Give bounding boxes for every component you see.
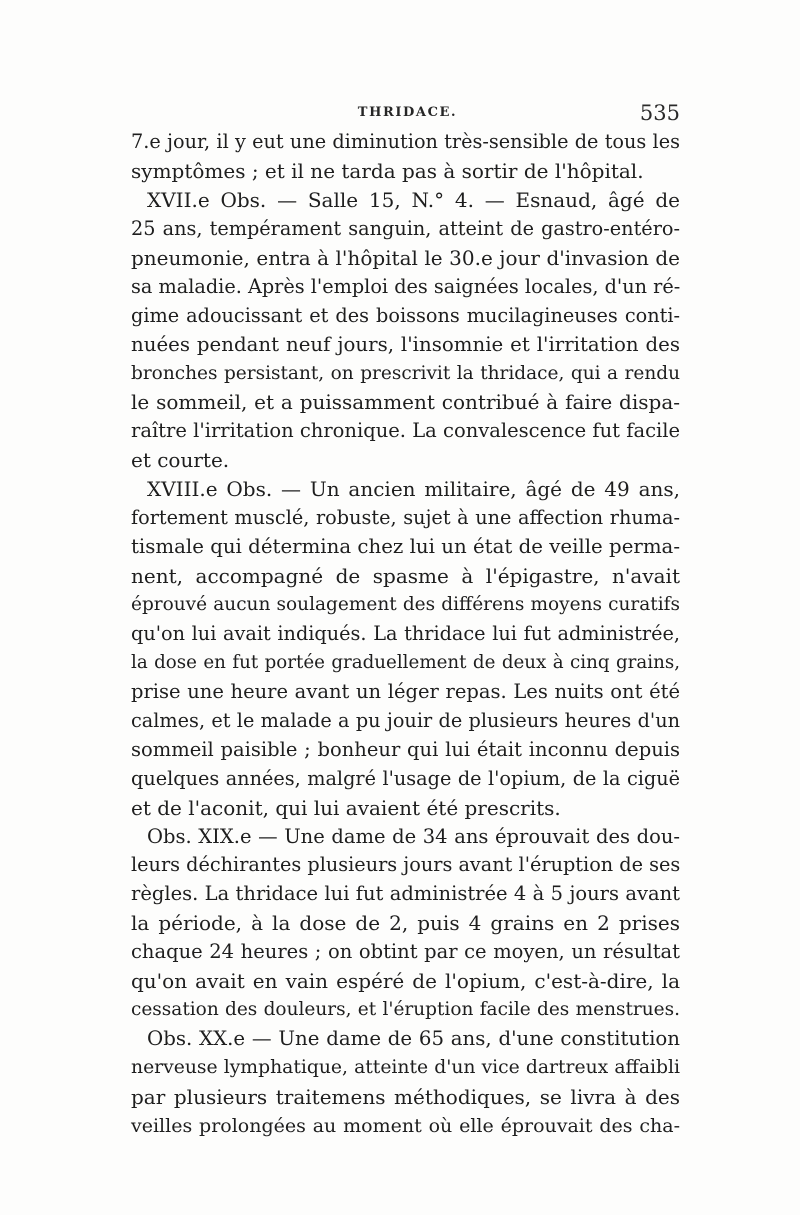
body-text: [131, 128, 680, 1141]
text-line: prise une heure avant un léger repas. Les nuits ont été: [131, 679, 680, 703]
text-line: tismale qui détermina chez lui un état de veille perma-: [131, 535, 680, 559]
text-line: qu'on lui avait indiqués. La thridace lui fut administrée,: [131, 621, 680, 645]
text-line: gime adoucissant et des boissons mucilagineuses conti-: [131, 303, 680, 327]
text-line: veilles prolongées au moment où elle éprouvait des cha-: [131, 1114, 680, 1137]
paragraph-start-obs-18: XVIII.e Obs. — Un ancien militaire, âgé de 49 ans,: [147, 477, 680, 502]
text-line: quelques années, malgré l'usage de l'opium, de la ciguë: [131, 766, 680, 790]
text-line: cessation des douleurs, et l'éruption facile des menstrues.: [131, 999, 680, 1021]
paragraph-start-obs-20: Obs. XX.e — Une dame de 65 ans, d'une constitution: [147, 1027, 680, 1051]
paragraph-start-obs-19: Obs. XIX.e — Une dame de 34 ans éprouvait des dou-: [147, 824, 680, 848]
text-line: raître l'irritation chronique. La convalescence fut facile: [131, 419, 680, 443]
text-line: bronches persistant, on prescrivit la thridace, qui a rendu: [131, 362, 680, 384]
text-line: calmes, et le malade a pu jouir de plusieurs heures d'un: [131, 708, 680, 732]
text-line: le sommeil, et a puissamment contribué à faire dispa-: [131, 390, 680, 415]
text-line: par plusieurs traitemens méthodiques, se livra à des: [131, 1084, 680, 1109]
page-number: 535: [639, 101, 680, 125]
text-line: nuées pendant neuf jours, l'insomnie et l'irritation des: [131, 332, 680, 356]
text-line: nerveuse lymphatique, atteinte d'un vice dartreux affaibli: [131, 1057, 680, 1078]
text-line: règles. La thridace lui fut administrée 4 à 5 jours avant: [131, 882, 680, 906]
text-line: 7.e jour, il y eut une diminution très-sensible de tous les: [131, 130, 680, 153]
running-title: THRIDACE.: [357, 105, 458, 120]
text-line: sommeil paisible ; bonheur qui lui était inconnu depuis: [131, 737, 680, 761]
text-line: symptômes ; et il ne tarda pas à sortir de l'hôpital.: [131, 158, 644, 183]
text-line: la période, à la dose de 2, puis 4 grains en 2 prises: [131, 911, 680, 936]
text-line: et courte.: [131, 448, 230, 473]
text-line: leurs déchirantes plusieurs jours avant l'éruption de ses: [131, 853, 681, 877]
text-line: sa maladie. Après l'emploi des saignées locales, d'un ré-: [131, 274, 681, 298]
paragraph-start-obs-17: XVII.e Obs. — Salle 15, N.° 4. — Esnaud, âgé de: [147, 187, 680, 212]
text-line: nent, accompagné de spasme à l'épigastre, n'avait: [131, 564, 680, 589]
text-line: la dose en fut portée graduellement de deux à cinq grains,: [131, 651, 680, 673]
text-line: éprouvé aucun soulagement des différens moyens curatifs: [131, 594, 680, 615]
text-line: chaque 24 heures ; on obtint par ce moyen, un résultat: [131, 940, 680, 964]
text-line: 25 ans, tempérament sanguin, atteint de gastro-entéro-: [131, 216, 680, 240]
text-line: qu'on avait en vain espéré de l'opium, c'est-à-dire, la: [131, 969, 680, 994]
text-line: et de l'aconit, qui lui avaient été prescrits.: [131, 795, 561, 820]
text-line: pneumonie, entra à l'hôpital le 30.e jour d'invasion de: [131, 245, 680, 270]
text-line: fortement musclé, robuste, sujet à une affection rhuma-: [131, 506, 680, 530]
